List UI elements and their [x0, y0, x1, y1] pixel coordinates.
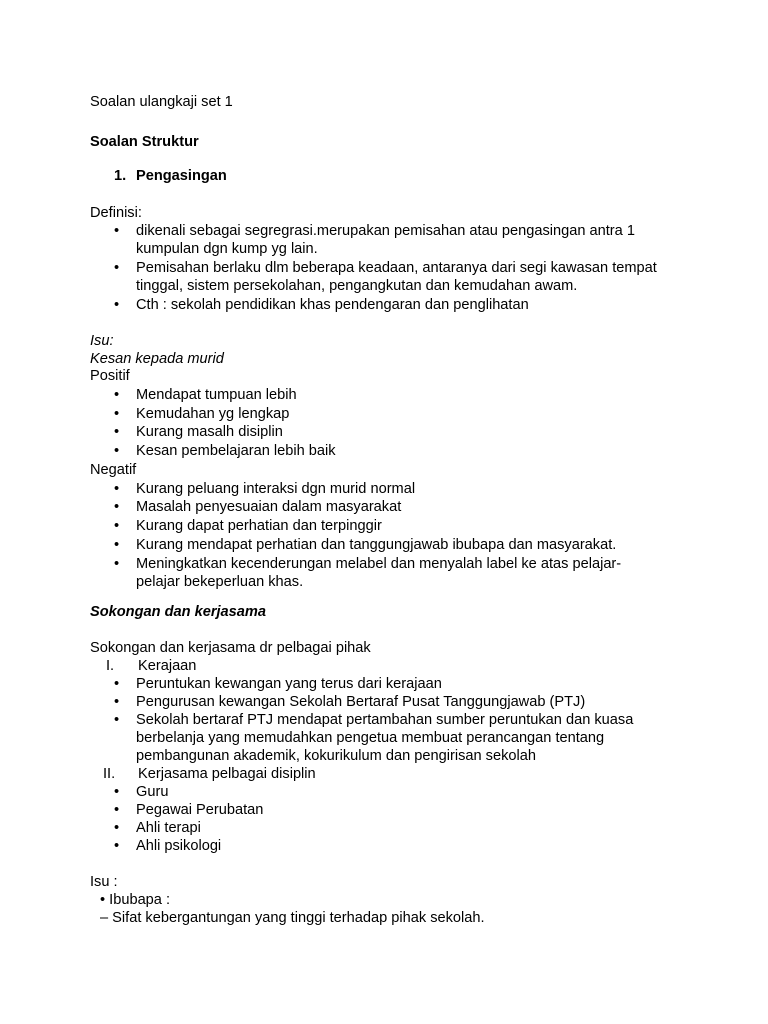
- bullet-icon: •: [114, 694, 120, 710]
- positif-item-1: Mendapat tumpuan lebih: [136, 387, 297, 403]
- document-header: Soalan ulangkaji set 1: [90, 94, 233, 110]
- definisi-item-2-line-2: tinggal, sistem persekolahan, pengangkutan dan kemudahan awam.: [136, 278, 578, 294]
- isu-label: Isu:: [90, 333, 114, 349]
- group-1-item-1: Peruntukan kewangan yang terus dari kerajaan: [136, 676, 442, 692]
- sokongan-intro: Sokongan dan kerjasama dr pelbagai pihak: [90, 640, 371, 656]
- group-2-item-1: Guru: [136, 784, 169, 800]
- group-2-numeral: II.: [103, 766, 116, 782]
- bullet-icon: •: [114, 223, 120, 239]
- group-1-label: Kerajaan: [138, 658, 197, 674]
- bullet-icon: •: [114, 443, 120, 459]
- isu2-sub: • Ibubapa :: [100, 892, 171, 908]
- bullet-icon: •: [114, 387, 120, 403]
- bullet-icon: •: [114, 297, 120, 313]
- positif-item-4: Kesan pembelajaran lebih baik: [136, 443, 336, 459]
- bullet-icon: •: [114, 712, 120, 728]
- bullet-icon: •: [114, 537, 120, 553]
- negatif-item-1: Kurang peluang interaksi dgn murid normal: [136, 481, 416, 497]
- bullet-icon: •: [114, 676, 120, 692]
- positif-label: Positif: [90, 368, 130, 384]
- group-1-numeral: I.: [106, 658, 115, 674]
- bullet-icon: •: [114, 481, 120, 497]
- definisi-label: Definisi:: [90, 205, 142, 221]
- isu2-label: Isu :: [90, 874, 118, 890]
- negatif-item-5-line-1: Meningkatkan kecenderungan melabel dan menyalah label ke atas pelajar-: [136, 556, 622, 572]
- bullet-icon: •: [114, 820, 120, 836]
- bullet-icon: •: [114, 499, 120, 515]
- negatif-item-4: Kurang mendapat perhatian dan tanggungjawab ibubapa dan masyarakat.: [136, 537, 617, 553]
- group-2-item-4: Ahli psikologi: [136, 838, 222, 854]
- topic-title: Pengasingan: [136, 168, 227, 184]
- group-1-item-3-line-3: pembangunan akademik, kokurikulum dan pengirisan sekolah: [136, 748, 536, 764]
- isu2-dash: – Sifat kebergantungan yang tinggi terhadap pihak sekolah.: [100, 910, 485, 926]
- group-2-item-2: Pegawai Perubatan: [136, 802, 264, 818]
- group-2-label: Kerjasama pelbagai disiplin: [138, 766, 316, 782]
- bullet-icon: •: [114, 838, 120, 854]
- bullet-icon: •: [114, 556, 120, 572]
- negatif-label: Negatif: [90, 462, 137, 478]
- bullet-icon: •: [114, 784, 120, 800]
- sokongan-heading: Sokongan dan kerjasama: [90, 604, 267, 620]
- definisi-item-1-line-1: dikenali sebagai segregrasi.merupakan pemisahan atau pengasingan antra 1: [136, 223, 635, 239]
- positif-item-3: Kurang masalh disiplin: [136, 424, 283, 440]
- definisi-item-2-line-1: Pemisahan berlaku dlm beberapa keadaan, antaranya dari segi kawasan tempat: [136, 260, 657, 276]
- bullet-icon: •: [114, 518, 120, 534]
- bullet-icon: •: [114, 260, 120, 276]
- definisi-item-1-line-2: kumpulan dgn kump yg lain.: [136, 241, 318, 257]
- group-1-item-3-line-2: berbelanja yang memudahkan pengetua membuat perancangan tentang: [136, 730, 605, 746]
- negatif-item-3: Kurang dapat perhatian dan terpinggir: [136, 518, 382, 534]
- negatif-item-2: Masalah penyesuaian dalam masyarakat: [136, 499, 402, 515]
- bullet-icon: •: [114, 406, 120, 422]
- negatif-item-5-line-2: pelajar bekeperluan khas.: [136, 574, 304, 590]
- section-title: Soalan Struktur: [90, 134, 199, 150]
- topic-number: 1.: [114, 168, 127, 184]
- bullet-icon: •: [114, 802, 120, 818]
- isu-sublabel: Kesan kepada murid: [90, 351, 224, 367]
- bullet-icon: •: [114, 424, 120, 440]
- definisi-item-3: Cth : sekolah pendidikan khas pendengaran dan penglihatan: [136, 297, 529, 313]
- positif-item-2: Kemudahan yg lengkap: [136, 406, 290, 422]
- group-1-item-3-line-1: Sekolah bertaraf PTJ mendapat pertambahan sumber peruntukan dan kuasa: [136, 712, 634, 728]
- group-1-item-2: Pengurusan kewangan Sekolah Bertaraf Pusat Tanggungjawab (PTJ): [136, 694, 586, 710]
- group-2-item-3: Ahli terapi: [136, 820, 201, 836]
